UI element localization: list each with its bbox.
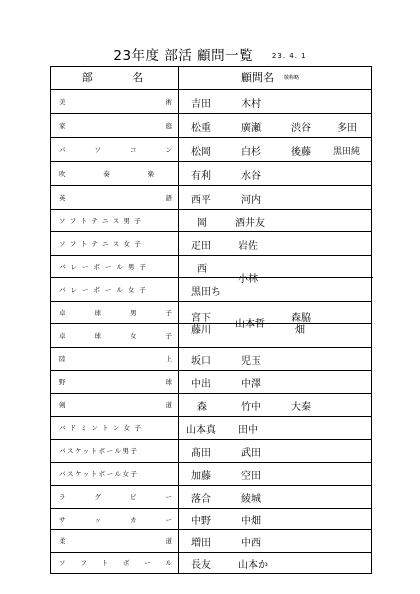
merge-line [273,277,373,278]
table-row [51,509,371,530]
table-row [51,90,371,114]
club-name-char: ー [165,515,172,524]
table-row [51,440,371,463]
table-row [51,486,371,509]
club-name-char: 子 [165,309,172,317]
club-name-char: 剣 [59,401,66,409]
advisor-name: 後藤 [291,147,311,158]
club-name-char: ト [101,559,109,567]
club-name-char: ー [165,493,172,501]
club-name-char: 卓 [59,309,66,317]
club-name-char: ラ [59,493,66,501]
club-name [59,553,172,572]
advisor-name: 山本真 [186,425,216,436]
club-name-char: 奏 [103,169,110,178]
advisor-name: 松重 [191,123,211,134]
advisor-name: 水谷 [241,171,261,182]
advisor-header-label: 顧問名 [241,71,274,84]
table-row [51,324,371,348]
club-name [59,186,172,208]
table-row [51,210,371,232]
advisor-table [50,66,372,574]
date-text: 23. 4. 1 [271,52,307,60]
spacer [50,557,372,558]
table-row [51,348,371,371]
club-name [59,530,172,551]
advisor-name: 髙田 [191,448,211,459]
advisor-name: 黒田ち [191,287,221,298]
table-row [51,553,371,573]
table-row [51,138,371,162]
advisor-name: 中出 [191,379,211,390]
club-name-char: ソ [94,145,101,154]
club-name-char: ッ [94,515,101,524]
table-row [51,302,371,324]
advisor-name: 増田 [191,538,211,549]
advisor-name: 加藤 [191,471,211,482]
club-name-char: パ [59,145,66,154]
club-column-header: 部 名 [81,71,162,84]
club-name-char: 美 [59,97,66,106]
club-name-char: 子 [165,331,172,340]
club-name-char: 柔 [59,537,66,545]
club-name-char: コ [130,145,137,154]
advisor-name: 木村 [241,99,261,110]
advisor-name: 河内 [241,195,261,206]
club-name [59,162,154,184]
club-name: ソフトテニス男子 [59,217,146,225]
club-name-char: 楽 [147,169,154,178]
club-name-char: 英 [59,193,66,202]
club-name-char: 上 [165,355,172,363]
club-name-char: 語 [165,193,172,202]
club-name-char: グ [94,493,101,501]
club-name-char: 男 [130,309,137,317]
honorific-note: 敬称略 [284,75,300,81]
table-row [51,278,371,302]
club-name-char: 吹 [59,169,66,178]
table-row [51,463,371,486]
advisor-name: 中澤 [241,379,261,390]
advisor-name: 森 [197,402,207,413]
table-row [51,114,371,138]
club-name-char: 術 [165,97,172,106]
club-name [59,138,172,160]
club-name [59,302,172,323]
club-name-char: 球 [94,309,101,317]
advisor-name: 畑 [295,325,305,336]
advisor-name: 森脇 [291,313,311,324]
club-name: バスケットボール男子 [59,447,139,455]
club-name-char: 陸 [59,355,66,363]
advisor-name: 有利 [191,171,211,182]
club-name-char: 庭 [165,121,172,130]
advisor-name: 西 [197,264,207,275]
advisor-name: 綾城 [241,494,261,505]
table-row [51,371,371,394]
club-name [59,509,172,529]
advisor-name: 武田 [241,448,261,459]
advisor-name: 山本か [238,560,268,571]
advisor-name: 吉田 [191,99,211,110]
club-name-char: 道 [165,537,172,545]
advisor-column-header [179,67,371,88]
title-text: 23年度 部活 顧問一覧 [113,48,254,64]
shared-advisor-name: 小林 [238,274,258,285]
table-row [51,394,371,417]
table-row [51,256,371,278]
advisor-name: 疋田 [191,241,211,252]
table-row [51,417,371,440]
advisor-name: 中野 [191,516,211,527]
club-name-char: ソ [59,559,66,567]
advisor-name: 白杉 [241,147,261,158]
club-name: バレーボール男子 [59,263,151,271]
club-name: ソフトテニス女子 [59,239,146,248]
table-row [51,232,371,256]
club-name [59,324,172,346]
club-name-char: 球 [165,378,172,386]
club-name-char: ボ [122,559,130,567]
advisor-name: 中畑 [241,516,261,527]
table-row [51,186,371,210]
advisor-name: 田中 [238,425,258,436]
club-name-char: ー [144,559,151,567]
club-name [59,371,172,392]
advisor-name: 岡 [197,218,207,229]
club-name-char: 道 [165,401,172,409]
page-title [0,44,420,64]
club-name [59,486,172,507]
club-name [59,348,172,369]
table-header [51,67,371,90]
club-name-char: 卓 [59,331,66,340]
advisor-name: 坂口 [191,356,211,367]
club-name: バレーボール女子 [59,285,151,294]
club-name-char: 球 [94,331,101,340]
advisor-name: 岩佐 [238,241,258,252]
advisor-name: 酒井友 [235,218,265,229]
club-name: バスケットボール女子 [59,470,139,478]
advisor-name: 黒田純 [333,147,361,157]
advisor-name: 山本哲 [235,319,265,330]
advisor-name: 多田 [337,123,357,134]
table-row [51,530,371,553]
club-name-char: ン [165,145,172,154]
club-name-char: サ [59,515,66,524]
club-name-char: カ [130,515,137,524]
advisor-name: 長友 [191,560,211,571]
club-name-char: 家 [59,121,66,130]
advisor-name: 落合 [191,494,211,505]
advisor-name: 松岡 [191,147,211,158]
club-name-char: 女 [130,331,137,340]
advisor-name: 中西 [241,538,261,549]
advisor-name: 廣瀬 [241,123,261,134]
club-name-char: ビ [130,493,137,501]
table-row [51,162,371,186]
club-name [59,394,172,415]
club-name-char: ル [165,559,172,567]
advisor-name: 大秦 [291,402,311,413]
club-name: バドミントン女子 [59,424,146,432]
advisor-name: 児玉 [241,356,261,367]
advisor-name: 西平 [191,195,211,206]
club-name-char: フ [80,559,87,567]
advisor-name: 竹中 [241,402,261,413]
club-name [59,90,172,112]
club-name-char: 野 [59,378,66,386]
advisor-name: 渋谷 [291,123,311,134]
advisor-name: 藤川 [191,325,211,336]
advisor-name: 空田 [241,471,261,482]
advisor-name: 宮下 [191,313,211,324]
club-name [59,114,172,136]
